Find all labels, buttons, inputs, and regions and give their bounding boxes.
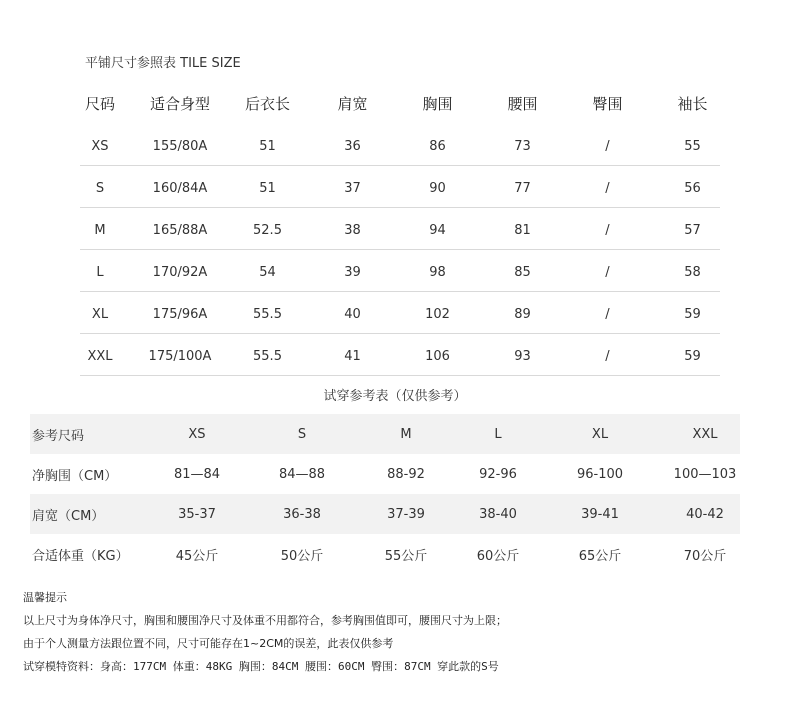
table-cell: 170/92A (152, 265, 208, 280)
table-row (30, 494, 740, 534)
table-cell: L (494, 426, 502, 442)
table-cell: XXL (87, 349, 113, 364)
table-cell: / (605, 223, 610, 238)
table-cell: 70公斤 (683, 548, 727, 564)
table-cell: 175/96A (152, 307, 208, 322)
header-chest: 胸围 (422, 94, 453, 113)
notes-section (23, 586, 507, 678)
table-cell: 92-96 (479, 466, 517, 482)
table-cell: 40-42 (686, 506, 724, 522)
table-cell: / (605, 181, 610, 196)
notes-line: 由于个人测量方法跟位置不同，尺寸可能存在1~2CM的误差，此表仅供参考 (23, 637, 394, 650)
row-label: 参考尺码 (32, 428, 85, 444)
table-cell: 59 (684, 349, 701, 364)
table-cell: M (94, 223, 106, 238)
row-label: 肩宽（CM） (32, 508, 105, 524)
table-cell: 85 (514, 265, 531, 280)
header-size: 尺码 (84, 94, 115, 113)
table-cell: 41 (344, 349, 361, 364)
row-label: 净胸围（CM） (32, 468, 118, 484)
table-cell: 93 (514, 349, 531, 364)
table-cell: 89 (514, 307, 531, 322)
header-waist: 腰围 (507, 94, 538, 113)
table-cell: 36-38 (283, 506, 321, 522)
table-row (80, 334, 720, 376)
tile-size-table (80, 82, 720, 376)
size-table-title: 平铺尺寸参照表 TILE SIZE (85, 56, 241, 71)
table-cell: 52.5 (253, 223, 282, 238)
table-cell: 155/80A (152, 139, 208, 154)
table-cell: 77 (514, 181, 531, 196)
table-cell: M (400, 426, 412, 442)
table-cell: 55公斤 (384, 548, 428, 564)
table-row (30, 454, 740, 494)
table-cell: 38 (344, 223, 361, 238)
header-body-type: 适合身型 (149, 94, 210, 113)
table-cell: XL (91, 307, 109, 322)
table-cell: 55.5 (253, 349, 282, 364)
notes-title: 温馨提示 (23, 591, 67, 604)
table-cell: 160/84A (152, 181, 208, 196)
header-back-length: 后衣长 (244, 94, 290, 113)
table-cell: 56 (684, 181, 701, 196)
table-cell: / (605, 349, 610, 364)
table-cell: 106 (425, 349, 450, 364)
table-cell: 100—103 (673, 466, 737, 482)
table-row (80, 250, 720, 292)
table-cell: 36 (344, 139, 361, 154)
table-cell: 86 (429, 139, 446, 154)
fitting-table-title: 试穿参考表（仅供参考） (323, 389, 467, 404)
table-cell: 73 (514, 139, 531, 154)
table-cell: 40 (344, 307, 361, 322)
table-cell: 51 (259, 181, 276, 196)
table-cell: 90 (429, 181, 446, 196)
table-row (80, 208, 720, 250)
model-info-line: 试穿模特资料：身高：177CM 体重：48KG 胸围：84CM 腰围：60CM 臀围：87CM 穿此款的S号 (23, 660, 499, 673)
table-cell: 50公斤 (280, 548, 324, 564)
table-cell: 175/100A (148, 349, 212, 364)
table-cell: 54 (259, 265, 276, 280)
table-cell: 35-37 (178, 506, 216, 522)
table-cell: 39-41 (581, 506, 619, 522)
table-cell: S (297, 426, 307, 442)
table-cell: XS (91, 139, 109, 154)
table-cell: 165/88A (152, 223, 208, 238)
table-cell: 102 (425, 307, 450, 322)
table-cell: 55.5 (253, 307, 282, 322)
table-cell: 88-92 (387, 466, 425, 482)
fitting-reference-table (30, 414, 740, 574)
notes-line: 以上尺寸为身体净尺寸，胸围和腰围净尺寸及体重不用都符合，参考胸围值即可，腰围尺寸为上限； (23, 614, 507, 627)
table-cell: 81 (514, 223, 531, 238)
table-row (80, 124, 720, 166)
table-cell: 57 (684, 223, 701, 238)
table-cell: 38-40 (479, 506, 517, 522)
table-cell: / (605, 265, 610, 280)
table-cell: 55 (684, 139, 701, 154)
table-row (80, 292, 720, 334)
table-cell: / (605, 307, 610, 322)
table-header-row (80, 82, 720, 124)
table-cell: 94 (429, 223, 446, 238)
table-cell: 96-100 (576, 466, 624, 482)
table-cell: 51 (259, 139, 276, 154)
table-cell: 98 (429, 265, 446, 280)
table-cell: / (605, 139, 610, 154)
table-cell: L (96, 265, 104, 280)
header-hip: 臀围 (592, 94, 623, 113)
row-label: 合适体重（KG） (32, 548, 129, 564)
table-cell: 37-39 (387, 506, 425, 522)
table-cell: 39 (344, 265, 361, 280)
table-cell: S (95, 181, 105, 196)
table-cell: 37 (344, 181, 361, 196)
table-row (30, 414, 740, 454)
table-cell: 65公斤 (578, 548, 622, 564)
table-cell: 81—84 (173, 466, 221, 482)
header-shoulder: 肩宽 (337, 94, 368, 113)
table-cell: 59 (684, 307, 701, 322)
header-sleeve: 袖长 (677, 94, 708, 113)
table-cell: 84—88 (278, 466, 326, 482)
table-row (80, 166, 720, 208)
table-cell: XL (591, 426, 609, 442)
table-cell: XXL (692, 426, 718, 442)
table-cell: 58 (684, 265, 701, 280)
table-row (30, 534, 740, 574)
table-cell: 45公斤 (175, 548, 219, 564)
table-cell: XS (188, 426, 206, 442)
table-cell: 60公斤 (476, 548, 520, 564)
